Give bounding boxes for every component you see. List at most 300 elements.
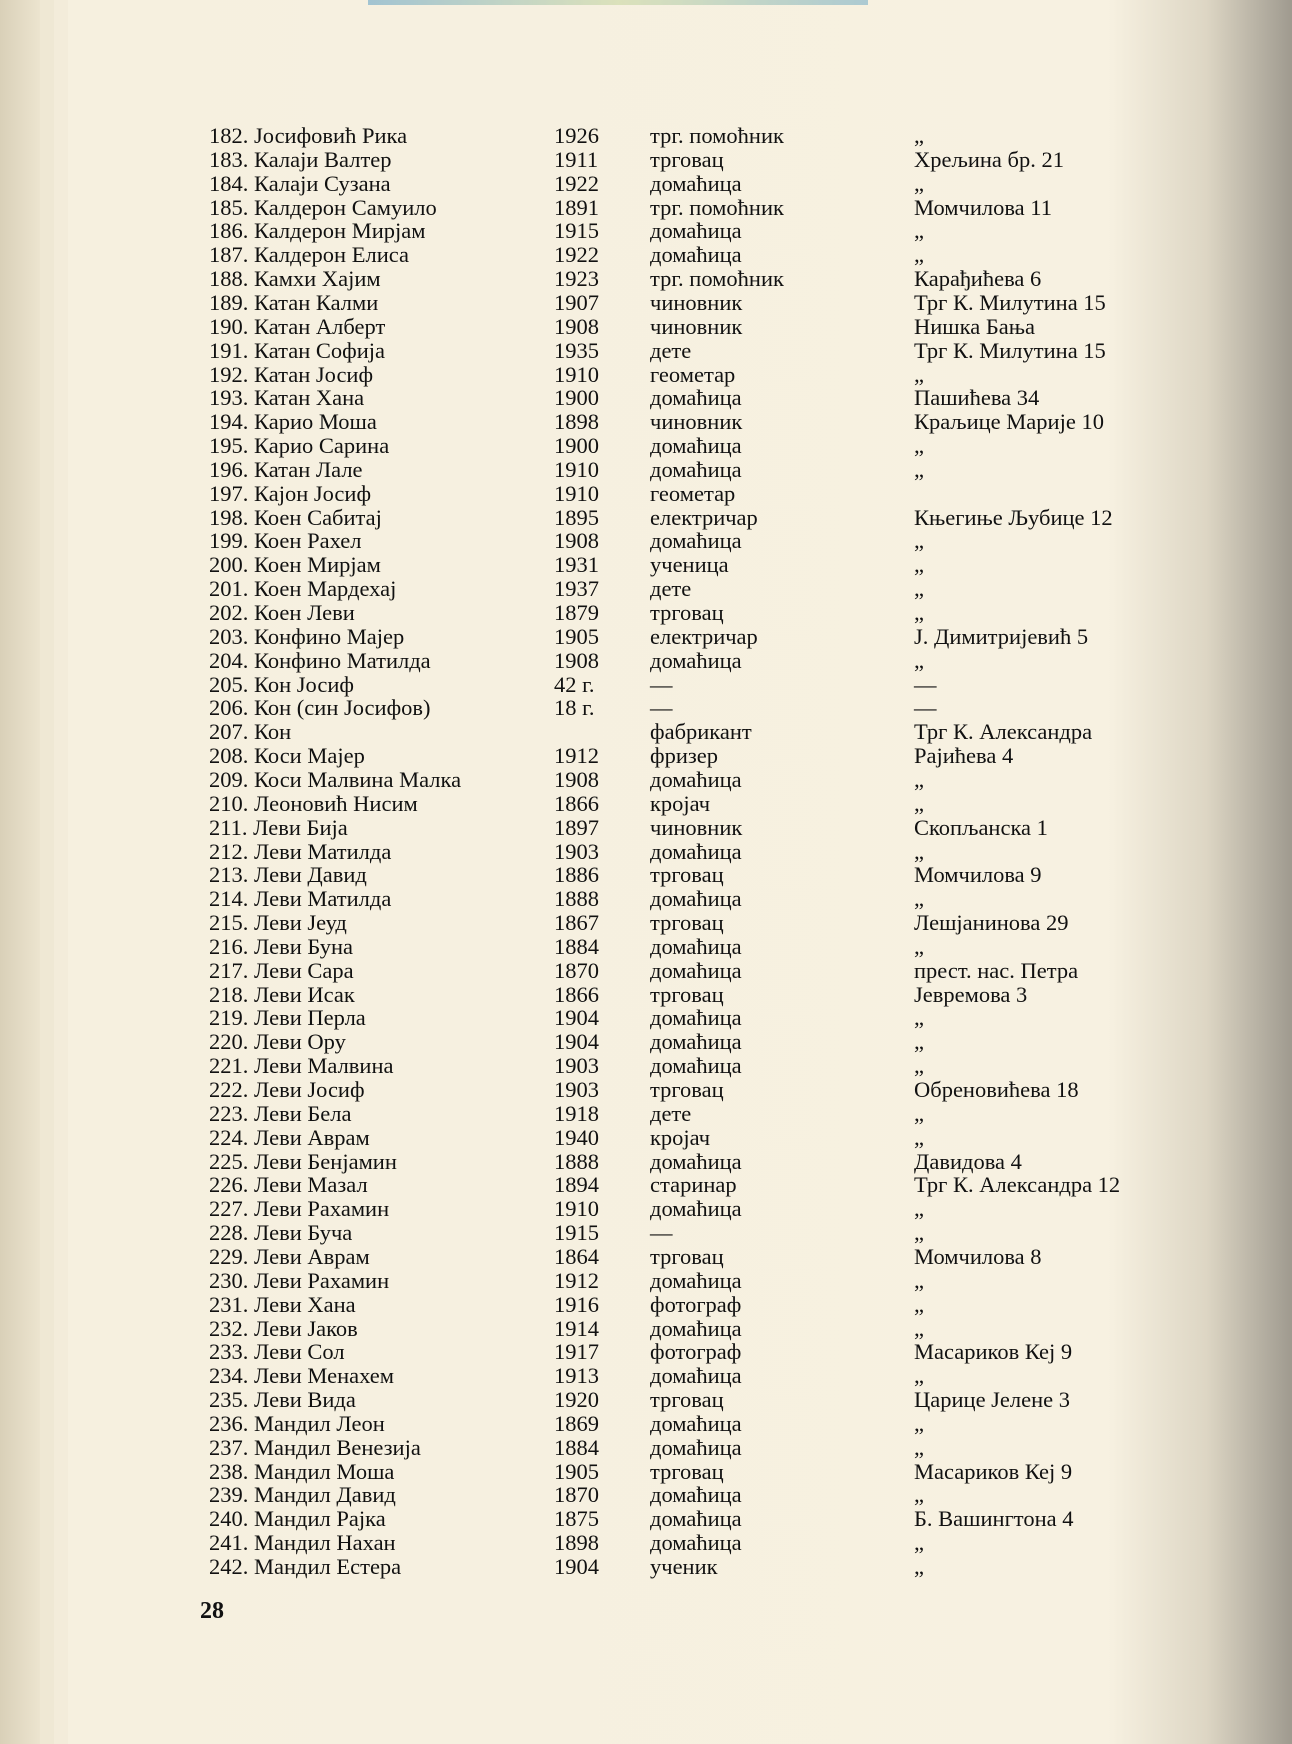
list-row [0,172,1292,196]
entry-address: Пашићева 34 [914,385,1040,411]
entry-occupation: домаћица [650,1196,742,1222]
entry-occupation: фабрикант [650,719,752,745]
list-row [0,768,1292,792]
entry-year: 1904 [554,1005,599,1031]
entry-name: 224. Леви Аврам [209,1124,370,1150]
list-row [0,458,1292,482]
list-row [0,1317,1292,1341]
entry-year: 1937 [554,576,599,602]
entry-name: 219. Леви Перла [209,1005,366,1031]
entry-occupation: ученица [650,552,729,578]
entry-occupation: — [650,1220,673,1246]
entry-address: „ [914,1530,924,1556]
list-row [0,1436,1292,1460]
list-row [0,1030,1292,1054]
entry-address: „ [914,1100,924,1126]
entry-name: 204. Конфино Матилда [209,647,431,673]
entry-occupation: чиновник [650,313,743,339]
entry-year: 1916 [554,1291,599,1317]
entry-occupation: домаћица [650,1506,742,1532]
entry-year: 1900 [554,433,599,459]
entry-name: 232. Леви Јаков [209,1315,358,1341]
entry-name: 194. Карио Моша [209,409,377,435]
entry-year: 1913 [554,1363,599,1389]
entry-address: Јевремова 3 [914,981,1028,1007]
entry-address: Трг К. Александра 12 [914,1172,1121,1198]
entry-occupation: домаћица [650,218,742,244]
entry-occupation: домаћица [650,1029,742,1055]
entry-occupation: трговац [650,1077,724,1102]
list-row [0,124,1292,148]
entry-occupation: домаћица [650,1053,742,1079]
entry-occupation: домаћица [650,1005,742,1031]
list-row [0,625,1292,649]
entry-address: „ [914,1554,924,1579]
entry-year: 1912 [554,743,599,769]
list-row [0,983,1292,1007]
entry-occupation: трговац [650,1387,724,1413]
entry-occupation: трговац [650,981,724,1007]
list-row [0,1483,1292,1507]
list-row [0,1364,1292,1388]
entry-occupation: чиновник [650,289,743,315]
entry-name: 234. Леви Менахем [209,1363,395,1389]
list-row [0,887,1292,911]
entry-year: 1903 [554,1077,599,1102]
entry-name: 213. Леви Давид [209,862,367,888]
entry-address: „ [914,1291,924,1317]
entry-year: 1908 [554,647,599,673]
top-color-strip [368,0,868,5]
list-row [0,1531,1292,1555]
entry-occupation: електричар [650,504,758,530]
entry-name: 199. Коен Рахел [209,528,362,554]
list-row [0,816,1292,840]
list-row [0,673,1292,697]
entry-year: 1907 [554,289,599,315]
entry-address: „ [914,1053,924,1079]
list-row [0,959,1292,983]
entry-occupation: трговац [650,1458,724,1484]
entry-address: Момчилова 8 [914,1243,1042,1269]
list-row [0,840,1292,864]
entry-year: 1935 [554,337,599,363]
entry-name: 236. Мандил Леон [209,1410,385,1436]
entry-occupation: чиновник [650,814,743,840]
entry-year: 1922 [554,242,599,268]
entry-address: „ [914,838,924,864]
entry-year: 1903 [554,1053,599,1079]
entry-address: Масариков Кеј 9 [914,1339,1073,1365]
entry-occupation: трговац [650,1243,724,1269]
entry-name: 227. Леви Рахамин [209,1196,390,1222]
entry-year: 1908 [554,313,599,339]
entry-year: 1915 [554,218,599,244]
entry-address: „ [914,242,924,268]
entry-year: 1904 [554,1554,599,1579]
entry-name: 235. Леви Вида [209,1387,356,1413]
entry-name: 240. Мандил Рајка [209,1506,386,1532]
entry-occupation: дете [650,337,692,363]
list-row [0,315,1292,339]
entry-occupation: трговац [650,146,724,172]
entry-address: „ [914,1410,924,1436]
list-row [0,1269,1292,1293]
entry-address: „ [914,1005,924,1031]
list-row [0,1221,1292,1245]
entry-name: 191. Катан Софија [209,337,385,363]
entry-address: „ [914,218,924,244]
list-row [0,506,1292,530]
list-row [0,1460,1292,1484]
list-row [0,1078,1292,1102]
entry-name: 205. Кон Јосиф [209,671,354,697]
entry-name: 198. Коен Сабитај [209,504,382,530]
entry-occupation: домаћица [650,385,742,411]
entry-name: 211. Леви Бија [209,814,348,840]
entry-occupation: домаћица [650,242,742,268]
entry-year: 1918 [554,1100,599,1126]
list-row [0,863,1292,887]
entry-year: 1923 [554,266,599,292]
entry-address: „ [914,433,924,459]
entry-year: 1920 [554,1387,599,1413]
list-row [0,434,1292,458]
entry-address: — [914,671,937,697]
list-row [0,339,1292,363]
entry-year: 1898 [554,1530,599,1556]
entry-year: 1910 [554,1196,599,1222]
entry-address: Хрељина бр. 21 [914,146,1064,172]
entry-address: „ [914,1267,924,1293]
entry-year: 1891 [554,194,599,220]
entry-name: 230. Леви Рахамин [209,1267,390,1293]
entry-name: 189. Катан Калми [209,289,379,315]
entry-address: „ [914,361,924,387]
list-row [0,267,1292,291]
entry-occupation: дете [650,576,692,602]
list-row [0,1388,1292,1412]
entry-name: 182. Јосифовић Рика [209,123,408,148]
entry-address: „ [914,1029,924,1055]
entry-name: 201. Коен Мардехај [209,576,397,602]
entry-year: 1898 [554,409,599,435]
entry-year: 1895 [554,504,599,530]
entry-address: Ј. Димитријевић 5 [914,623,1089,649]
entry-address: „ [914,647,924,673]
entry-name: 242. Мандил Естера [209,1554,402,1579]
entry-name: 185. Калдерон Самуило [209,194,437,220]
entry-occupation: домаћица [650,456,742,482]
entry-year: 1884 [554,933,599,959]
entry-address: Трг К. Александра [914,719,1093,745]
entry-address: Трг К. Милутина 15 [914,337,1106,363]
entry-address: Момчилова 11 [914,194,1052,220]
list-row [0,720,1292,744]
entry-year: 1900 [554,385,599,411]
entry-address: Скопљанска 1 [914,814,1048,840]
entry-year: 1910 [554,480,599,506]
entry-address: „ [914,552,924,578]
entry-year: 1870 [554,1482,599,1508]
entry-occupation: трговац [650,600,724,625]
list-row [0,1173,1292,1197]
entry-occupation: трговац [650,862,724,888]
entry-occupation: трг. помоћник [650,123,784,148]
list-row [0,386,1292,410]
list-row [0,1126,1292,1150]
entry-name: 196. Катан Лале [209,456,363,482]
list-row [0,696,1292,720]
entry-name: 214. Леви Матилда [209,886,392,912]
entry-address: Царице Јелене 3 [914,1387,1071,1413]
entry-year: 1866 [554,981,599,1007]
entry-year: 1910 [554,456,599,482]
list-row [0,1197,1292,1221]
entry-name: 239. Мандил Давид [209,1482,396,1508]
entry-name: 193. Катан Хана [209,385,365,411]
entry-name: 237. Мандил Венезија [209,1434,421,1460]
entry-name: 229. Леви Аврам [209,1243,370,1269]
entry-occupation: домаћица [650,957,742,983]
entry-address: „ [914,170,924,196]
entry-year: 1940 [554,1124,599,1150]
entry-name: 186. Калдерон Мирјам [209,218,426,244]
list-row [0,649,1292,673]
entry-address: — [914,695,937,721]
entry-address: „ [914,600,924,625]
entry-address: „ [914,1124,924,1150]
entry-address: „ [914,1220,924,1246]
entry-occupation: геометар [650,480,736,506]
entry-year: 1884 [554,1434,599,1460]
entry-name: 210. Леоновић Нисим [209,790,418,816]
entry-name: 241. Мандил Нахан [209,1530,396,1556]
entry-occupation: старинар [650,1172,737,1198]
entry-occupation: домаћица [650,1530,742,1556]
entry-name: 208. Коси Мајер [209,743,365,769]
entry-year: 1866 [554,790,599,816]
entry-name: 192. Катан Јосиф [209,361,374,387]
entry-occupation: домаћица [650,170,742,196]
entry-name: 225. Леви Бенјамин [209,1148,397,1174]
entry-occupation: домаћица [650,766,742,792]
entry-occupation: домаћица [650,933,742,959]
entry-name: 220. Леви Ору [209,1029,346,1055]
entry-name: 200. Коен Мирјам [209,552,381,578]
entry-occupation: фотограф [650,1339,742,1365]
entry-address: Давидова 4 [914,1148,1022,1174]
list-row [0,1293,1292,1317]
entry-year: 1894 [554,1172,599,1198]
list-row [0,935,1292,959]
entry-year: 1917 [554,1339,599,1365]
entry-address: „ [914,1363,924,1389]
entry-address: Карађићева 6 [914,266,1042,292]
entry-year: 42 г. [554,671,595,697]
entry-name: 226. Леви Мазал [209,1172,368,1198]
entry-year: 1931 [554,552,599,578]
entry-address: „ [914,766,924,792]
entry-name: 212. Леви Матилда [209,838,392,864]
list-row [0,1340,1292,1364]
entry-occupation: домаћица [650,433,742,459]
entry-year: 1914 [554,1315,599,1341]
entry-address: „ [914,1196,924,1222]
entry-address: Б. Вашингтона 4 [914,1506,1074,1532]
list-row [0,1006,1292,1030]
entry-year: 1926 [554,123,599,148]
entry-occupation: дете [650,1100,692,1126]
entry-name: 216. Леви Буна [209,933,354,959]
entry-occupation: домаћица [650,1315,742,1341]
entry-occupation: — [650,695,673,721]
list-row [0,1102,1292,1126]
entry-year: 1904 [554,1029,599,1055]
list-row [0,1555,1292,1579]
entry-address: „ [914,123,924,148]
entry-name: 222. Леви Јосиф [209,1077,365,1102]
entry-name: 215. Леви Јеуд [209,910,347,936]
entry-name: 183. Калаји Валтер [209,146,392,172]
entry-address: Трг К. Милутина 15 [914,289,1106,315]
entry-name: 207. Кон [209,719,292,745]
entry-year: 1886 [554,862,599,888]
entry-name: 217. Леви Сара [209,957,354,983]
list-row [0,744,1292,768]
entry-occupation: домаћица [650,1148,742,1174]
entry-year: 1908 [554,528,599,554]
entry-name: 202. Коен Леви [209,600,355,625]
list-row [0,529,1292,553]
entry-year: 1905 [554,1458,599,1484]
entry-address: Рајићева 4 [914,743,1014,769]
entry-name: 223. Леви Бела [209,1100,352,1126]
entry-year: 1903 [554,838,599,864]
entry-address: Књегиње Љубице 12 [914,504,1113,530]
entry-name: 209. Коси Малвина Малка [209,766,462,792]
entry-occupation: кројач [650,1124,711,1150]
entry-address: „ [914,456,924,482]
entry-year: 1908 [554,766,599,792]
entry-occupation: геометар [650,361,736,387]
list-row [0,148,1292,172]
list-row [0,1412,1292,1436]
list-row [0,363,1292,387]
entry-occupation: фотограф [650,1291,742,1317]
entry-occupation: домаћица [650,1482,742,1508]
entry-occupation: трг. помоћник [650,194,784,220]
page-number: 28 [200,1598,224,1624]
entry-year: 1897 [554,814,599,840]
entry-name: 188. Камхи Хајим [209,266,381,292]
entry-name: 203. Конфино Мајер [209,623,405,649]
entry-occupation: домаћица [650,886,742,912]
entry-name: 233. Леви Сол [209,1339,345,1365]
entry-year: 1922 [554,170,599,196]
entry-occupation: трг. помоћник [650,266,784,292]
entry-address: „ [914,1482,924,1508]
entry-occupation: домаћица [650,1434,742,1460]
entry-occupation: чиновник [650,409,743,435]
entry-address: „ [914,576,924,602]
entry-occupation: трговац [650,910,724,936]
entry-year: 18 г. [554,695,595,721]
list-row [0,911,1292,935]
entry-occupation: — [650,671,673,697]
list-row [0,219,1292,243]
entry-name: 206. Кон (син Јосифов) [209,695,431,721]
entry-address: „ [914,886,924,912]
list-row [0,577,1292,601]
entry-year: 1879 [554,600,599,625]
entry-address: Лешјанинова 29 [914,910,1069,936]
entry-address: Обреновићева 18 [914,1077,1079,1102]
entry-name: 228. Леви Буча [209,1220,353,1246]
entry-year: 1870 [554,957,599,983]
entry-occupation: фризер [650,743,718,769]
entry-year: 1864 [554,1243,599,1269]
list-row [0,1507,1292,1531]
entry-address: Нишка Бања [914,313,1035,339]
entry-occupation: електричар [650,623,758,649]
entry-address: Момчилова 9 [914,862,1042,888]
entry-address: „ [914,1434,924,1460]
entry-year: 1905 [554,623,599,649]
list-row [0,243,1292,267]
entry-address: „ [914,1315,924,1341]
list-row [0,553,1292,577]
list-row [0,1245,1292,1269]
entry-occupation: домаћица [650,647,742,673]
entry-year: 1875 [554,1506,599,1532]
entry-occupation: домаћица [650,528,742,554]
list-row [0,1150,1292,1174]
entry-name: 221. Леви Малвина [209,1053,394,1079]
entry-year: 1911 [554,146,599,172]
entry-address: „ [914,528,924,554]
entry-occupation: домаћица [650,1363,742,1389]
entry-address: „ [914,933,924,959]
entry-year: 1888 [554,1148,599,1174]
list-row [0,196,1292,220]
entry-name: 184. Калаји Сузана [209,170,391,196]
entry-occupation: домаћица [650,1410,742,1436]
list-row [0,601,1292,625]
entry-year: 1912 [554,1267,599,1293]
entry-name: 231. Леви Хана [209,1291,356,1317]
list-row [0,482,1292,506]
entry-name: 187. Калдерон Елиса [209,242,409,268]
list-row [0,291,1292,315]
list-row [0,1054,1292,1078]
entry-occupation: домаћица [650,838,742,864]
entry-name: 197. Кајон Јосиф [209,480,372,506]
list-row [0,792,1292,816]
entry-name: 218. Леви Исак [209,981,355,1007]
entry-name: 238. Мандил Моша [209,1458,395,1484]
entry-address: Масариков Кеј 9 [914,1458,1073,1484]
entry-name: 190. Катан Алберт [209,313,386,339]
entry-address: прест. нас. Петра [914,957,1079,983]
entry-year: 1869 [554,1410,599,1436]
entry-address: „ [914,790,924,816]
entry-year: 1867 [554,910,599,936]
entry-name: 195. Карио Сарина [209,433,390,459]
list-row [0,410,1292,434]
entry-occupation: домаћица [650,1267,742,1293]
entry-occupation: ученик [650,1554,718,1579]
